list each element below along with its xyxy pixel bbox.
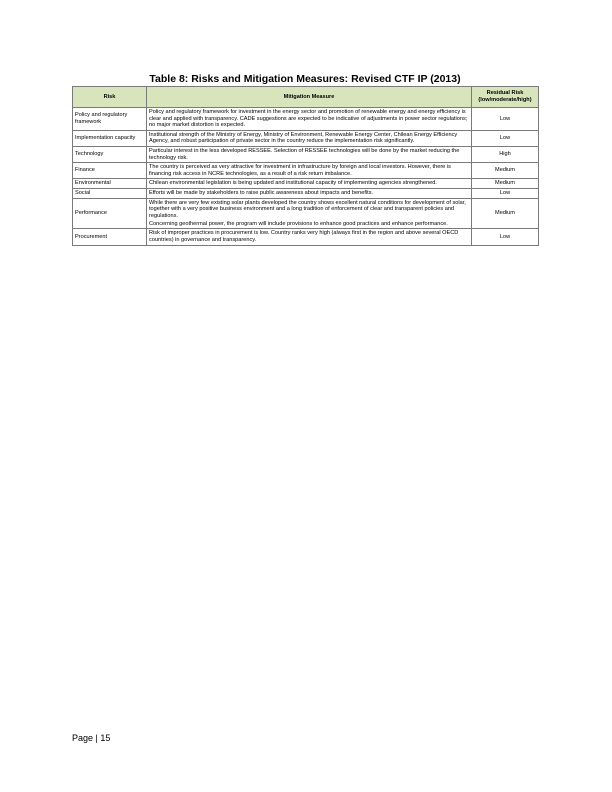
residual-risk-cell: Medium xyxy=(472,179,539,189)
page-footer xyxy=(72,733,110,743)
risk-cell: Performance xyxy=(73,198,147,229)
page-separator: | xyxy=(95,733,98,743)
residual-risk-cell: Medium xyxy=(472,198,539,229)
mitigation-measure-cell xyxy=(147,188,472,198)
mitigation-paragraph: Particular interest in the less developed RESSEE. Selection of RESSEE technologies will be done by the market reducing the technology risk. xyxy=(149,147,460,161)
header-mitigation-measure: Mitigation Measure xyxy=(147,87,472,108)
table-row xyxy=(73,146,539,162)
mitigation-measure-cell xyxy=(147,179,472,189)
table-title: Table 8: Risks and Mitigation Measures: Revised CTF IP (2013) xyxy=(149,73,461,85)
header-residual-risk: Residual Risk (low/moderate/high) xyxy=(472,87,539,108)
mitigation-paragraph: While there are very few existing solar plants developed the country shows excellent natural conditions for development of solar, together with a very positive business environment and a long tradition of enforcement of clear and transparent policies and regulations. xyxy=(149,199,466,219)
table-row xyxy=(73,108,539,131)
mitigation-paragraph: Efforts will be made by stakeholders to raise public awareness about impacts and benefits. xyxy=(149,189,374,196)
mitigation-paragraph: Risk of improper practices in procurement is low. Country ranks very high (always first in the region and above several OECD countries) in governance and transparency. xyxy=(149,230,459,243)
residual-risk-cell: Low xyxy=(472,188,539,198)
risk-mitigation-table xyxy=(72,86,539,246)
table-header-row xyxy=(73,87,539,108)
residual-risk-cell: Low xyxy=(472,229,539,245)
table-row xyxy=(73,188,539,198)
residual-risk-cell: High xyxy=(472,146,539,162)
table-row xyxy=(73,163,539,179)
residual-risk-cell: Low xyxy=(472,130,539,146)
mitigation-paragraph: Institutional strength of the Ministry of Energy, Ministry of Environment, Renewable Energy Center, Chilean Energy Efficiency Agency, and robust participation of private sector in the country reduce the implementation risk significantly. xyxy=(149,131,458,145)
mitigation-measure-cell xyxy=(147,108,472,131)
mitigation-measure-cell xyxy=(147,146,472,162)
table-row xyxy=(73,130,539,146)
risk-cell: Technology xyxy=(73,146,147,162)
page-number: 15 xyxy=(100,733,111,743)
risk-cell: Implementation capacity xyxy=(73,130,147,146)
mitigation-measure-cell xyxy=(147,229,472,245)
page-label: Page xyxy=(72,733,94,743)
mitigation-paragraph: Concerning geothermal power, the program will include provisions to enhance good practices and enhance performance. xyxy=(149,220,448,227)
risk-cell: Social xyxy=(73,188,147,198)
risk-cell: Finance xyxy=(73,163,147,179)
risk-cell: Environmental xyxy=(73,179,147,189)
table-row xyxy=(73,198,539,229)
mitigation-measure-cell xyxy=(147,198,472,229)
mitigation-measure-cell xyxy=(147,163,472,179)
risk-cell: Procurement xyxy=(73,229,147,245)
table-body xyxy=(73,108,539,246)
table-row xyxy=(73,229,539,245)
table-row xyxy=(73,179,539,189)
residual-risk-cell: Medium xyxy=(472,163,539,179)
mitigation-measure-cell xyxy=(147,130,472,146)
residual-risk-cell: Low xyxy=(472,108,539,131)
mitigation-paragraph: Chilean environmental legislation is being updated and institutional capacity of implementing agencies strengthened. xyxy=(149,180,437,187)
header-risk: Risk xyxy=(73,87,147,108)
mitigation-paragraph: The country is perceived as very attractive for investment in infrastructure by foreign and local investors. However, there is financing risk access in NCRE technologies, as a result of a risk return imbalance. xyxy=(149,164,451,177)
mitigation-paragraph: Policy and regulatory framework for investment in the energy sector and promotion of renewable energy and energy efficiency is clear and applied with transparency. CADE suggestions are expected to be indicative of adjustments in power sector regulations; no major market distortion is expected. xyxy=(149,109,468,129)
risk-cell: Policy and regulatory framework xyxy=(73,108,147,131)
